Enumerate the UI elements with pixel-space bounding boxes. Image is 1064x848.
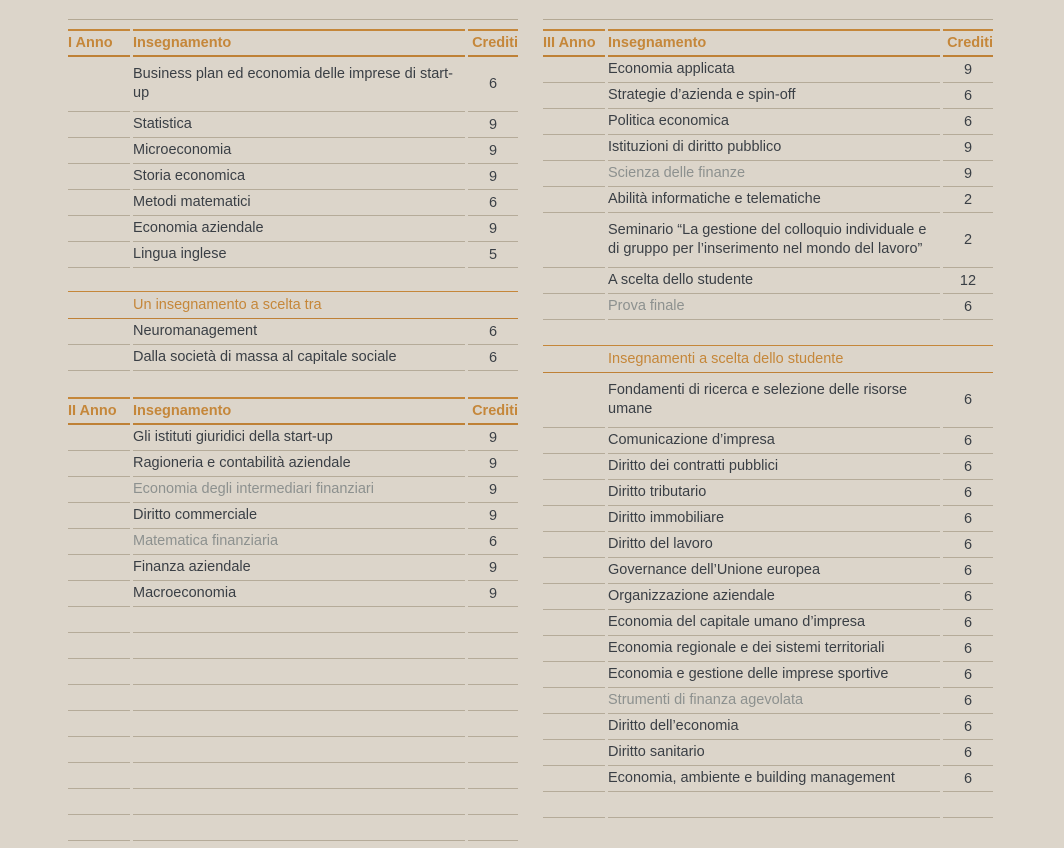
course-name: Strumenti di finanza agevolata	[608, 688, 940, 714]
course-credits: 9	[468, 216, 518, 242]
course-row	[68, 319, 518, 345]
course-name: Storia economica	[133, 164, 465, 190]
course-row-gutter	[68, 164, 130, 190]
course-name: Diritto del lavoro	[608, 532, 940, 558]
course-credits: 6	[943, 688, 993, 714]
course-row-gutter	[68, 529, 130, 555]
course-credits: 9	[468, 425, 518, 451]
course-row-gutter	[68, 581, 130, 607]
course-row	[543, 294, 993, 320]
course-row	[543, 610, 993, 636]
course-row-gutter	[68, 242, 130, 268]
course-credits: 6	[468, 190, 518, 216]
course-row	[68, 555, 518, 581]
insegnamento-header: Insegnamento	[133, 397, 465, 425]
course-credits: 9	[468, 477, 518, 503]
top-divider-line	[68, 19, 518, 20]
course-credits: 6	[943, 428, 993, 454]
course-name: Diritto commerciale	[133, 503, 465, 529]
course-credits: 5	[468, 242, 518, 268]
course-row-gutter	[543, 83, 605, 109]
course-row	[543, 213, 993, 268]
course-name: Politica economica	[608, 109, 940, 135]
course-name: Seminario “La gestione del colloquio individuale e di gruppo per l’inserimento nel mondo del lavoro”	[608, 213, 940, 268]
column-right	[543, 19, 993, 818]
course-name: Neuromanagement	[133, 319, 465, 345]
course-name: Economia del capitale umano d’impresa	[608, 610, 940, 636]
course-row	[543, 506, 993, 532]
course-row	[68, 216, 518, 242]
course-row	[543, 57, 993, 83]
course-row-gutter	[543, 187, 605, 213]
empty-row	[68, 659, 518, 685]
course-name: Comunicazione d’impresa	[608, 428, 940, 454]
course-row-gutter	[543, 161, 605, 187]
course-row	[543, 83, 993, 109]
course-name: Microeconomia	[133, 138, 465, 164]
course-row	[543, 135, 993, 161]
course-row-gutter	[543, 373, 605, 428]
empty-row	[68, 763, 518, 789]
course-row	[543, 740, 993, 766]
course-row-gutter	[68, 477, 130, 503]
course-credits: 9	[468, 581, 518, 607]
course-name: Economia, ambiente e building management	[608, 766, 940, 792]
course-name: Strategie d’azienda e spin-off	[608, 83, 940, 109]
insegnamento-header: Insegnamento	[608, 29, 940, 57]
course-row-gutter	[543, 662, 605, 688]
course-row	[543, 636, 993, 662]
course-name: Fondamenti di ricerca e selezione delle risorse umane	[608, 373, 940, 428]
course-row	[68, 57, 518, 112]
course-name: Economia aziendale	[133, 216, 465, 242]
course-credits: 6	[468, 529, 518, 555]
course-credits: 6	[943, 766, 993, 792]
course-name: Diritto sanitario	[608, 740, 940, 766]
course-row-gutter	[543, 610, 605, 636]
course-row-gutter	[543, 714, 605, 740]
course-row-gutter	[543, 506, 605, 532]
course-credits: 9	[468, 451, 518, 477]
course-row	[543, 161, 993, 187]
course-name: A scelta dello studente	[608, 268, 940, 294]
course-row-gutter	[68, 319, 130, 345]
subheader-title: Insegnamenti a scelta dello studente	[608, 351, 844, 367]
course-row-gutter	[543, 454, 605, 480]
course-row-gutter	[543, 740, 605, 766]
course-row	[543, 558, 993, 584]
course-row	[68, 164, 518, 190]
course-credits: 6	[943, 294, 993, 320]
course-credits: 9	[468, 555, 518, 581]
course-row	[68, 425, 518, 451]
course-row	[543, 454, 993, 480]
course-credits: 6	[943, 454, 993, 480]
course-credits: 9	[468, 138, 518, 164]
crediti-header: Crediti	[468, 29, 518, 57]
empty-row	[68, 789, 518, 815]
course-row-gutter	[68, 555, 130, 581]
course-row-gutter	[543, 636, 605, 662]
course-name: Prova finale	[608, 294, 940, 320]
course-row-gutter	[543, 57, 605, 83]
course-credits: 6	[943, 610, 993, 636]
course-name: Finanza aziendale	[133, 555, 465, 581]
table-header-row	[68, 29, 518, 57]
course-row	[543, 662, 993, 688]
course-name: Ragioneria e contabilità aziendale	[133, 451, 465, 477]
crediti-header: Crediti	[943, 29, 993, 57]
course-row-gutter	[68, 345, 130, 371]
course-credits: 6	[943, 506, 993, 532]
course-credits: 9	[468, 503, 518, 529]
empty-row	[68, 711, 518, 737]
course-credits: 9	[943, 135, 993, 161]
course-credits: 6	[943, 662, 993, 688]
course-name: Economia applicata	[608, 57, 940, 83]
course-row-gutter	[543, 268, 605, 294]
course-credits: 6	[943, 584, 993, 610]
course-name: Diritto dell’economia	[608, 714, 940, 740]
course-name: Organizzazione aziendale	[608, 584, 940, 610]
course-credits: 2	[943, 187, 993, 213]
course-credits: 6	[943, 636, 993, 662]
course-name: Dalla società di massa al capitale sociale	[133, 345, 465, 371]
course-credits: 6	[943, 373, 993, 428]
course-credits: 6	[943, 532, 993, 558]
course-row-gutter	[543, 584, 605, 610]
course-row	[68, 451, 518, 477]
empty-row	[68, 815, 518, 841]
year-label: I Anno	[68, 29, 130, 57]
empty-row	[68, 633, 518, 659]
course-credits: 9	[468, 112, 518, 138]
empty-row	[543, 792, 993, 818]
course-row	[543, 187, 993, 213]
section-subheader	[68, 291, 518, 319]
course-credits: 9	[943, 161, 993, 187]
course-row	[543, 428, 993, 454]
empty-row	[68, 607, 518, 633]
course-name: Economia degli intermediari finanziari	[133, 477, 465, 503]
course-name: Diritto immobiliare	[608, 506, 940, 532]
course-row	[68, 529, 518, 555]
course-name: Istituzioni di diritto pubblico	[608, 135, 940, 161]
course-name: Matematica finanziaria	[133, 529, 465, 555]
course-name: Gli istituti giuridici della start-up	[133, 425, 465, 451]
course-name: Diritto tributario	[608, 480, 940, 506]
course-credits: 6	[943, 480, 993, 506]
year-label: III Anno	[543, 29, 605, 57]
course-credits: 6	[943, 558, 993, 584]
course-name: Scienza delle finanze	[608, 161, 940, 187]
course-row-gutter	[543, 480, 605, 506]
course-row-gutter	[68, 216, 130, 242]
course-name: Macroeconomia	[133, 581, 465, 607]
course-row-gutter	[68, 138, 130, 164]
subheader-title: Un insegnamento a scelta tra	[133, 297, 322, 313]
course-name: Economia e gestione delle imprese sportive	[608, 662, 940, 688]
course-row-gutter	[543, 428, 605, 454]
course-row	[543, 688, 993, 714]
course-row-gutter	[543, 213, 605, 268]
course-credits: 6	[943, 714, 993, 740]
course-credits: 9	[943, 57, 993, 83]
course-credits: 6	[943, 740, 993, 766]
course-row	[543, 373, 993, 428]
course-credits: 2	[943, 213, 993, 268]
course-credits: 6	[468, 319, 518, 345]
course-row-gutter	[68, 425, 130, 451]
course-row	[68, 581, 518, 607]
spacer	[68, 268, 518, 291]
table-header-row	[543, 29, 993, 57]
course-row-gutter	[68, 503, 130, 529]
course-name: Economia regionale e dei sistemi territoriali	[608, 636, 940, 662]
course-row	[68, 242, 518, 268]
empty-row	[68, 737, 518, 763]
course-credits: 6	[943, 109, 993, 135]
course-row-gutter	[68, 57, 130, 112]
spacer	[68, 371, 518, 397]
course-row	[68, 112, 518, 138]
table-header-row	[68, 397, 518, 425]
course-row-gutter	[543, 766, 605, 792]
course-row-gutter	[68, 190, 130, 216]
course-row-gutter	[543, 135, 605, 161]
course-credits: 9	[468, 164, 518, 190]
course-row	[68, 477, 518, 503]
spacer	[543, 320, 993, 345]
course-row	[543, 109, 993, 135]
course-row	[68, 345, 518, 371]
course-credits: 6	[468, 345, 518, 371]
course-row	[543, 714, 993, 740]
course-credits: 12	[943, 268, 993, 294]
course-row	[543, 532, 993, 558]
course-name: Business plan ed economia delle imprese di start-up	[133, 57, 465, 112]
course-name: Lingua inglese	[133, 242, 465, 268]
crediti-header: Crediti	[468, 397, 518, 425]
course-row	[68, 138, 518, 164]
section-subheader	[543, 345, 993, 373]
course-name: Abilità informatiche e telematiche	[608, 187, 940, 213]
course-name: Statistica	[133, 112, 465, 138]
empty-row	[68, 685, 518, 711]
course-name: Governance dell’Unione europea	[608, 558, 940, 584]
insegnamento-header: Insegnamento	[133, 29, 465, 57]
course-row	[543, 268, 993, 294]
course-credits: 6	[943, 83, 993, 109]
course-row	[543, 766, 993, 792]
year-label: II Anno	[68, 397, 130, 425]
course-name: Diritto dei contratti pubblici	[608, 454, 940, 480]
course-row-gutter	[543, 688, 605, 714]
course-credits: 6	[468, 57, 518, 112]
course-row-gutter	[543, 294, 605, 320]
course-row-gutter	[543, 109, 605, 135]
course-row	[68, 503, 518, 529]
course-row-gutter	[68, 112, 130, 138]
course-row-gutter	[543, 532, 605, 558]
course-row	[68, 190, 518, 216]
course-row-gutter	[543, 558, 605, 584]
course-name: Metodi matematici	[133, 190, 465, 216]
top-divider-line	[543, 19, 993, 20]
course-row-gutter	[68, 451, 130, 477]
column-left	[68, 19, 518, 841]
course-row	[543, 480, 993, 506]
course-row	[543, 584, 993, 610]
